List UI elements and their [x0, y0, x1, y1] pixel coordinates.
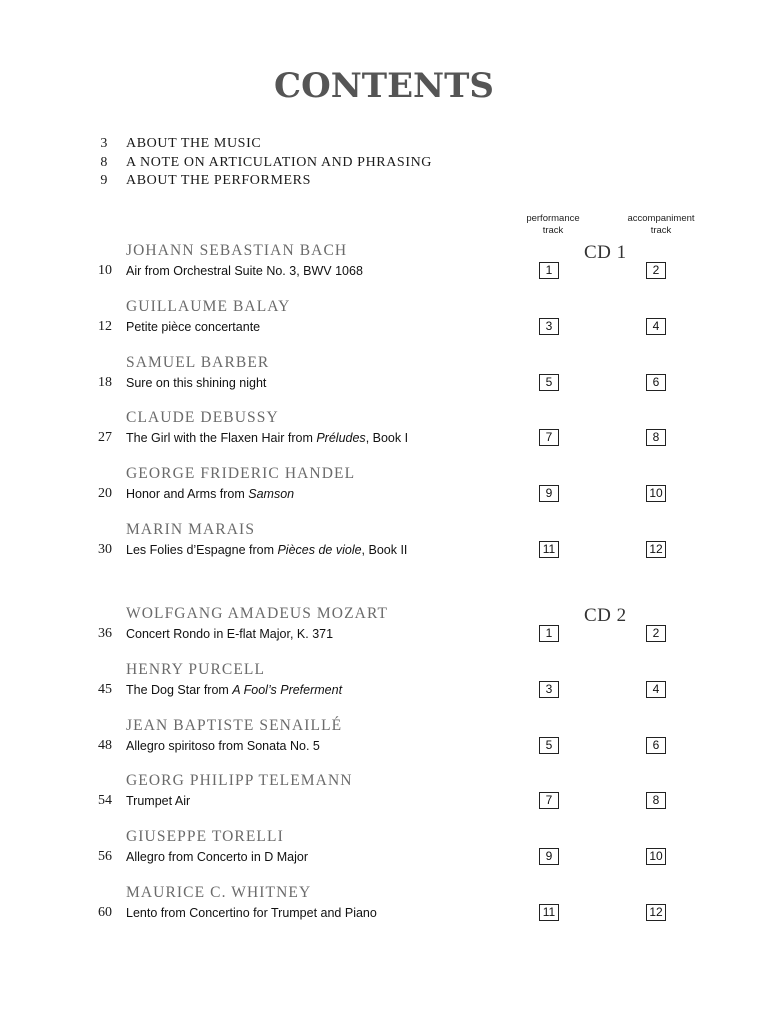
composer-name: JOHANN SEBASTIAN BACH	[126, 242, 348, 259]
title-part: Sure on this shining night	[126, 375, 267, 390]
performance-track-box: 7	[539, 792, 559, 809]
page-number: 27	[98, 430, 112, 446]
composer-name: GEORGE FRIDERIC HANDEL	[126, 465, 356, 483]
piece-title	[126, 264, 363, 278]
title-part: Concert Rondo in E-flat Major, K. 371	[126, 627, 334, 641]
page-number: 48	[98, 737, 112, 753]
page-number: 60	[98, 905, 112, 920]
front-matter-label: ABOUT THE PERFORMERS	[126, 173, 311, 188]
title-part: Pièces de viole	[277, 543, 362, 557]
accompaniment-track-box: 12	[646, 904, 666, 921]
composer-name: CLAUDE DEBUSSY	[126, 409, 279, 427]
title-part: Trumpet Air	[126, 794, 191, 809]
title-part: The Girl with the Flaxen Hair from	[126, 431, 317, 446]
page-number: 36	[98, 626, 112, 641]
composer-name: MAURICE C. WHITNEY	[126, 884, 312, 901]
piece-title	[126, 627, 333, 641]
accompaniment-track-box: 10	[646, 848, 666, 865]
performance-track-box: 1	[539, 625, 559, 642]
piece-title	[126, 543, 407, 557]
piece-title	[126, 487, 294, 501]
title-part: Les Folies d’Espagne from	[126, 543, 278, 557]
piece-title	[126, 376, 266, 390]
accompaniment-track-box: 4	[646, 318, 666, 335]
accompaniment-track-box: 10	[646, 485, 666, 502]
title-part: Honor and Arms from	[126, 487, 249, 502]
front-matter-page: 9	[100, 173, 108, 188]
page-number: 45	[98, 681, 112, 697]
page-number: 30	[98, 542, 112, 557]
header-line: track	[650, 225, 672, 236]
title-part: Samson	[248, 487, 295, 502]
front-matter-label: ABOUT THE MUSIC	[126, 136, 262, 151]
performance-track-box: 11	[539, 541, 559, 558]
composer-name: GEORG PHILIPP TELEMANN	[126, 772, 353, 790]
cd-label: CD 2	[584, 605, 627, 626]
accompaniment-track-box: 8	[646, 429, 666, 446]
title-part: The Dog Star from	[126, 682, 233, 697]
front-matter-item	[80, 136, 680, 155]
performance-track-box: 5	[539, 737, 559, 754]
piece-title	[126, 739, 320, 753]
performance-track-box: 5	[539, 374, 559, 391]
page-number: 20	[98, 486, 112, 502]
composer-name: SAMUEL BARBER	[126, 353, 270, 371]
front-matter-page: 3	[100, 136, 108, 151]
title-part: Lento from Concertino for Trumpet and Piano	[126, 906, 377, 920]
front-matter-label: A NOTE ON ARTICULATION AND PHRASING	[126, 154, 432, 170]
performance-track-box: 11	[539, 904, 559, 921]
accompaniment-track-header	[616, 213, 706, 237]
piece-title	[126, 850, 308, 864]
page-number: 54	[98, 793, 112, 809]
front-matter-item	[80, 173, 680, 192]
accompaniment-track-box: 2	[646, 262, 666, 279]
piece-title	[126, 683, 342, 697]
piece-title	[126, 906, 377, 920]
front-matter-list	[80, 136, 680, 192]
accompaniment-track-box: 2	[646, 625, 666, 642]
title-part: Allegro spiritoso from Sonata No. 5	[126, 738, 320, 753]
composer-name: GIUSEPPE TORELLI	[126, 828, 284, 846]
performance-track-box: 7	[539, 429, 559, 446]
performance-track-box: 3	[539, 318, 559, 335]
title-part: Allegro from Concerto in D Major	[126, 850, 309, 865]
accompaniment-track-box: 6	[646, 374, 666, 391]
page-number: 56	[98, 849, 112, 865]
composer-name: HENRY PURCELL	[126, 660, 266, 678]
title-part: , Book I	[365, 431, 409, 446]
title-part: Petite pièce concertante	[126, 319, 261, 334]
performance-track-box: 9	[539, 485, 559, 502]
accompaniment-track-box: 4	[646, 681, 666, 698]
composer-name: WOLFGANG AMADEUS MOZART	[126, 605, 389, 622]
piece-title	[126, 431, 408, 445]
front-matter-item	[80, 155, 680, 174]
piece-title	[126, 794, 190, 808]
title-part: A Fool’s Preferment	[232, 682, 343, 697]
accompaniment-track-box: 12	[646, 541, 666, 558]
performance-track-header	[518, 213, 588, 237]
title-part: Préludes	[316, 431, 366, 446]
accompaniment-track-box: 8	[646, 792, 666, 809]
header-line: track	[542, 225, 564, 236]
page-title: CONTENTS	[274, 66, 494, 106]
page-number: 18	[98, 374, 112, 390]
performance-track-box: 9	[539, 848, 559, 865]
page-number: 10	[98, 263, 112, 278]
composer-name: MARIN MARAIS	[126, 521, 256, 538]
performance-track-box: 3	[539, 681, 559, 698]
performance-track-box: 1	[539, 262, 559, 279]
piece-title	[126, 320, 260, 334]
composer-name: JEAN BAPTISTE SENAILLÉ	[126, 716, 343, 734]
front-matter-page: 8	[100, 154, 108, 170]
header-line: accompaniment	[627, 213, 695, 224]
page-number: 12	[98, 318, 112, 334]
cd-label: CD 1	[584, 242, 627, 263]
accompaniment-track-box: 6	[646, 737, 666, 754]
title-part: Air from Orchestral Suite No. 3, BWV 1068	[126, 264, 363, 278]
title-part: , Book II	[361, 543, 408, 557]
composer-name: GUILLAUME BALAY	[126, 297, 291, 315]
header-line: performance	[526, 213, 580, 224]
